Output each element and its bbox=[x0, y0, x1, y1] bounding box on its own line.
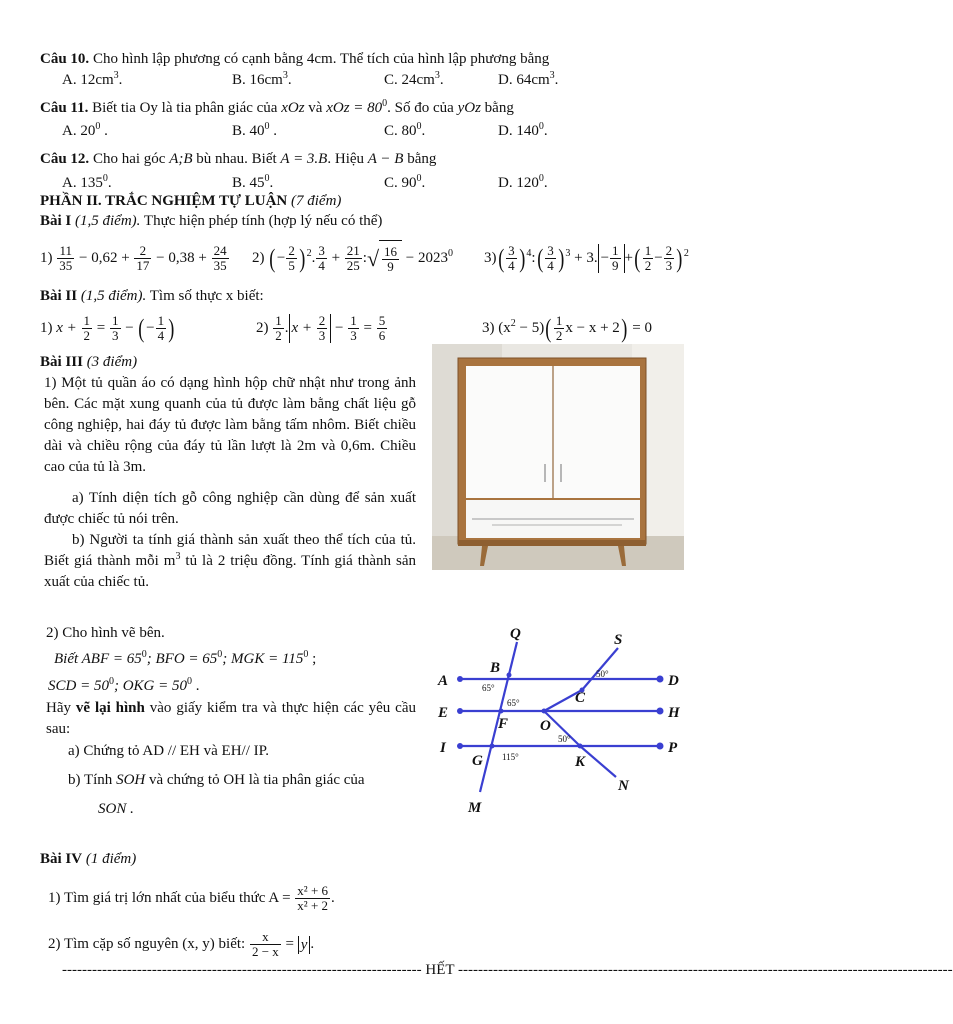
label-B: B bbox=[490, 660, 501, 676]
label-Q: Q bbox=[510, 626, 521, 642]
bai-3-given-2: SCD = $50^0$; OKG = $50^0$ . bbox=[48, 676, 200, 694]
bai-3-instruction: Hãy vẽ lại hình vào giấy kiểm tra và thực hiện các yêu cầu sau: bbox=[46, 700, 416, 737]
label-S: S bbox=[614, 632, 623, 648]
q11-option-c: C. $80^0$. bbox=[384, 121, 426, 139]
question-10-text: Cho hình lập phương có cạnh bằng 4cm. Thể tích của hình lập phương bằng bbox=[92, 51, 550, 67]
q12-option-b: B. $45^0$. bbox=[232, 173, 274, 191]
bai-2-expr-1: 1) x + $\frac{1}{2}$ = $\frac{1}{3}$ − (− $\frac{1}{4}$ ) bbox=[40, 313, 175, 344]
end-marker: ------------------------------------------------------------------------ HẾT --------------------------------------------------------------------------------------------------- bbox=[62, 962, 953, 978]
label-C: C bbox=[575, 690, 586, 706]
label-E: E bbox=[438, 705, 449, 721]
label-D: D bbox=[668, 673, 679, 689]
bai-4-heading: Bài IV (1 điểm) bbox=[40, 851, 137, 867]
question-10 bbox=[40, 50, 549, 68]
bai-3-part-1-text: 1) Một tủ quần áo có dạng hình hộp chữ nhật như trong ảnh bên. Các mặt xung quanh của tủ được làm bằng chất liệu gỗ công nghiệp, hai đáy tủ được làm bằng tấm nhôm. Biết chiều dài và chiều rộng của đáy tủ lần lượt là 2m và 0,6m. Chiều cao của tủ là 3m. bbox=[44, 375, 416, 475]
question-11: Câu 11. Biết tia Oy là tia phân giác của xOz và xOz = $80^0$. Số đo của yOz bằng bbox=[40, 98, 514, 116]
q12-option-d: D. $120^0$. bbox=[498, 173, 548, 191]
label-H: H bbox=[668, 705, 680, 721]
bai-3-part-2-b-cont: SON . bbox=[98, 801, 134, 817]
bai-3-question-b: b) Người ta tính giá thành sản xuất theo thể tích của tủ. Biết giá thành mỗi $m^3$ tủ là 2 triệu đồng. Tính giá thành sản xuất của chiếc tủ. bbox=[44, 532, 416, 590]
label-F: F bbox=[498, 716, 509, 732]
angle-label-65b: 65° bbox=[507, 698, 520, 708]
bai-3-given-1: Biết ABF = $65^0$; BFO = $65^0$; MGK = $115^0$ ; bbox=[54, 649, 317, 667]
bai-3-heading: Bài III (3 điểm) bbox=[40, 354, 138, 370]
q11-option-a: A. $20^0$ . bbox=[62, 121, 108, 139]
label-P: P bbox=[668, 740, 678, 756]
label-N: N bbox=[618, 778, 629, 794]
geometry-figure bbox=[430, 620, 700, 820]
label-K: K bbox=[575, 754, 586, 770]
q12-option-a: A. $135^0$. bbox=[62, 173, 112, 191]
q12-option-c: C. $90^0$. bbox=[384, 173, 426, 191]
bai-2-expr-3: 3) $(x^2 - 5)$( $\frac{1}{2}$ x − x + 2) = 0 bbox=[482, 313, 652, 344]
bai-3-part-2-b: b) Tính SOH và chứng tỏ OH là tia phân giác của bbox=[68, 772, 365, 788]
angle-label-50b: 50° bbox=[558, 734, 571, 744]
angle-label-50a: 50° bbox=[596, 669, 609, 679]
label-G: G bbox=[472, 753, 483, 769]
label-M: M bbox=[468, 800, 482, 816]
label-O: O bbox=[540, 718, 551, 734]
wardrobe-photo bbox=[432, 344, 684, 570]
question-10-label: Câu 10. bbox=[40, 51, 90, 67]
bai-1-expr-3: 3)( $\frac{3}{4}$ )$^4$:( $\frac{3}{4}$ )$^3$ + 3. − $\frac{1}{9}$ +( $\frac{1}{2}$ − $\frac{2}{3}$ )$^2$ bbox=[484, 243, 689, 274]
label-A: A bbox=[438, 673, 449, 689]
bai-1-expr-2: 2) (− $\frac{2}{5}$ )$^2$. $\frac{3}{4}$ + $\frac{21}{25}$ :√ $\frac{16}{9}$ − $2023^0$ bbox=[252, 240, 453, 276]
bai-4-question-2: 2) Tìm cặp số nguyên (x, y) biết: $\frac{x}{2 - x}$ = y . bbox=[48, 929, 315, 960]
label-I: I bbox=[440, 740, 446, 756]
q11-option-b: B. $40^0$ . bbox=[232, 121, 278, 139]
bai-4-question-1: 1) Tìm giá trị lớn nhất của biểu thức A = $\frac{\text{x² + 6}}{\text{x² + 2}}$ . bbox=[48, 883, 335, 914]
part-2-heading: PHẦN II. TRẮC NGHIỆM TỰ LUẬN (7 điểm) bbox=[40, 193, 342, 209]
angle-label-115: 115° bbox=[502, 752, 519, 762]
q10-option-b: B. $16cm^3$. bbox=[232, 70, 292, 88]
bai-3-question-a: a) Tính diện tích gỗ công nghiệp cần dùng để sản xuất được chiếc tủ nói trên. bbox=[44, 490, 416, 527]
q10-option-c: C. $24cm^3$. bbox=[384, 70, 444, 88]
question-12: Câu 12. Cho hai góc A;B bù nhau. Biết A = 3.B. Hiệu A − B bằng bbox=[40, 151, 437, 167]
bai-1-expr-1: 1) $\frac{11}{35}$ − 0,62 + $\frac{2}{17}$ − 0,38 + $\frac{24}{35}$ bbox=[40, 243, 227, 274]
angle-label-65a: 65° bbox=[482, 683, 495, 693]
q10-option-a: A. $12cm^3$. bbox=[62, 70, 123, 88]
q11-option-d: D. $140^0$. bbox=[498, 121, 548, 139]
bai-3-part-2-a: a) Chứng tỏ AD // EH và EH// IP. bbox=[68, 743, 270, 759]
bai-1-heading: Bài I (1,5 điểm). Thực hiện phép tính (hợp lý nếu có thể) bbox=[40, 213, 383, 229]
bai-3-part-2-title: 2) Cho hình vẽ bên. bbox=[46, 625, 165, 641]
bai-2-expr-2: 2) $\frac{1}{2}$ . x + $\frac{2}{3}$ − $\frac{1}{3}$ = $\frac{5}{6}$ bbox=[256, 313, 386, 344]
bai-2-heading: Bài II (1,5 điểm). Tìm số thực x biết: bbox=[40, 288, 264, 304]
q10-option-d: D. $64cm^3$. bbox=[498, 70, 559, 88]
